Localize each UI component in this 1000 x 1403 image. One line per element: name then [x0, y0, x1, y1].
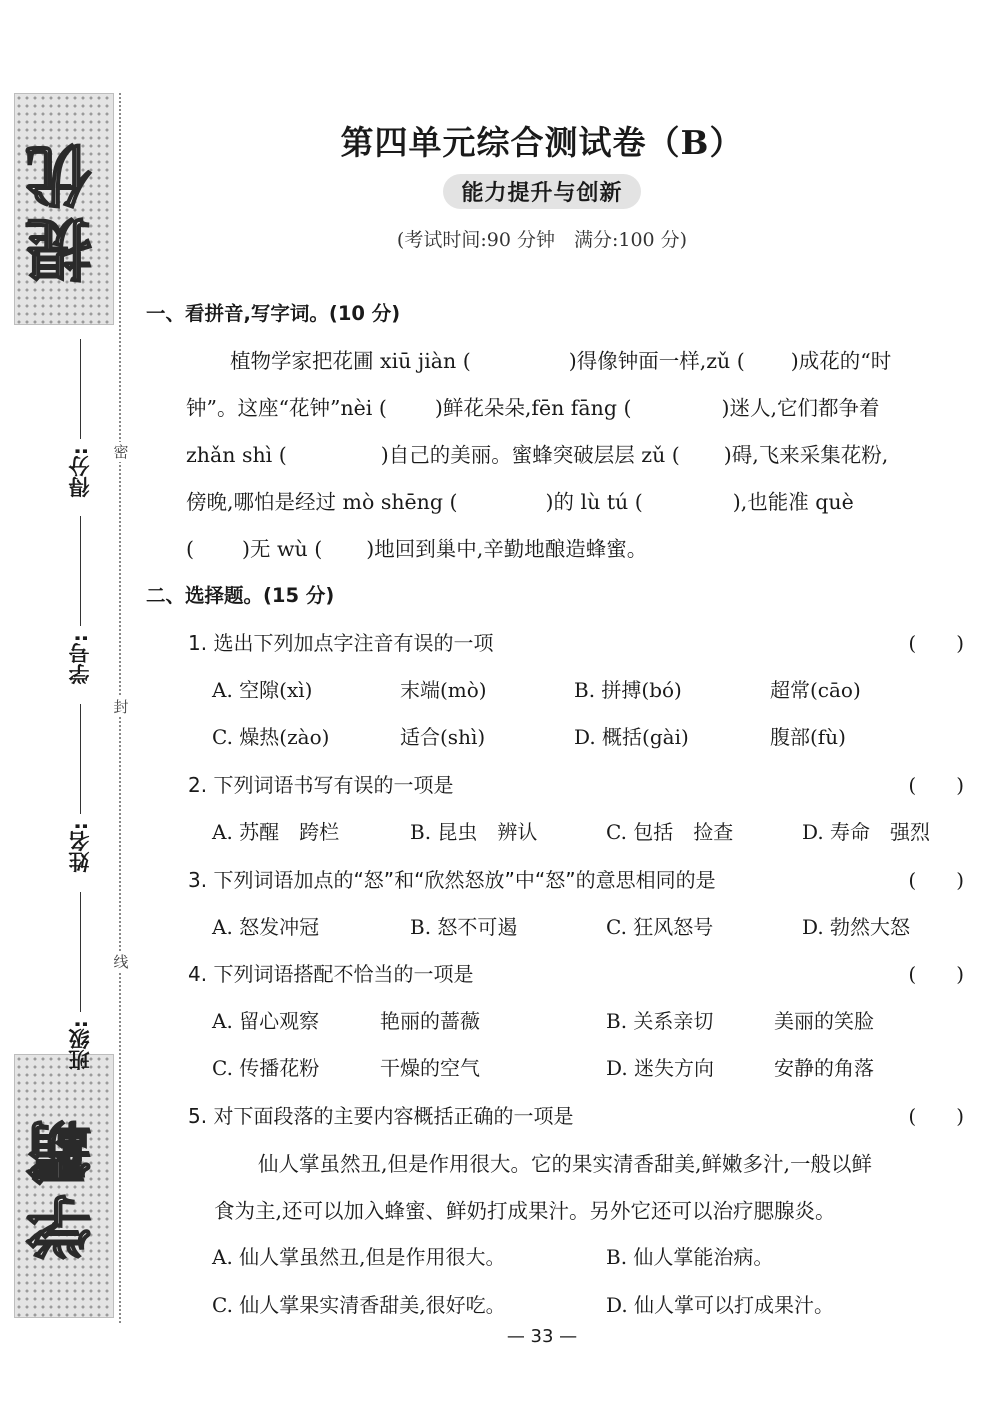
q5-answer-box[interactable]: ( ) — [908, 1104, 964, 1128]
q1-option-c2: 适合(shì) — [400, 725, 486, 749]
name-label: 姓名: — [68, 822, 92, 873]
side-banner-top-text: 提优 — [25, 135, 103, 283]
seal-feng: 封 — [113, 698, 129, 716]
score-underline[interactable] — [80, 339, 81, 439]
s1-line1 — [230, 344, 891, 374]
q1-text: 1. 选出下列加点字注音有误的一项 — [188, 631, 494, 655]
section1-heading: 一、看拼音,写字词。(10 分) — [146, 302, 401, 325]
side-banner-bottom — [14, 1054, 114, 1318]
s1-l4-b: )的 lù tú ( — [545, 490, 643, 514]
q2-option-a[interactable]: A. 苏醒 跨栏 — [212, 820, 340, 844]
s1-l1-c: )成花的“时 — [790, 349, 892, 373]
page-number: — 33 — — [506, 1326, 578, 1347]
seal-xian: 线 — [113, 953, 129, 971]
student-number-underline[interactable] — [80, 516, 81, 626]
q2-answer-box[interactable]: ( ) — [908, 773, 964, 797]
q5-option-d[interactable]: D. 仙人掌可以打成果汁。 — [606, 1293, 835, 1317]
q1-answer-box[interactable]: ( ) — [908, 631, 964, 655]
q3-option-d[interactable]: D. 勃然大怒 — [802, 915, 911, 939]
seal-mi: 密 — [113, 443, 129, 461]
section2-heading: 二、选择题。(15 分) — [146, 584, 335, 607]
q4-option-b1[interactable]: B. 关系亲切 — [606, 1009, 714, 1033]
s1-l4-a: 傍晚,哪怕是经过 mò shēng ( — [186, 490, 458, 514]
subtitle-wrap — [0, 174, 1000, 209]
class-underline[interactable] — [80, 892, 81, 1012]
q2-option-c[interactable]: C. 包括 捡查 — [606, 820, 734, 844]
class-field — [60, 886, 100, 1070]
s1-line5 — [186, 532, 647, 562]
q1-option-d2: 腹部(fù) — [770, 725, 846, 749]
q5-text: 5. 对下面段落的主要内容概括正确的一项是 — [188, 1104, 574, 1128]
page-title: 第四单元综合测试卷（B） — [340, 123, 744, 162]
q2-text: 2. 下列词语书写有误的一项是 — [188, 773, 454, 797]
q1-option-d1[interactable]: D. 概括(gài) — [574, 725, 689, 749]
q4-option-b2: 美丽的笑脸 — [774, 1009, 874, 1033]
q5-option-c[interactable]: C. 仙人掌果实清香甜美,很好吃。 — [212, 1293, 506, 1317]
q3-option-b[interactable]: B. 怒不可遏 — [410, 915, 518, 939]
q1-option-a1[interactable]: A. 空隙(xì) — [212, 678, 313, 702]
s1-line3 — [186, 438, 888, 468]
s1-l1-b: )得像钟面一样,zǔ ( — [568, 349, 745, 373]
q2-option-d[interactable]: D. 寿命 强烈 — [802, 820, 931, 844]
q1-option-b2: 超常(cāo) — [770, 678, 861, 702]
subtitle-badge: 能力提升与创新 — [443, 174, 640, 209]
q4-option-d1[interactable]: D. 迷失方向 — [606, 1056, 715, 1080]
s1-line4 — [186, 485, 854, 515]
s1-l3-b: )自己的美丽。蜜蜂突破层层 zǔ ( — [380, 443, 680, 467]
q3-text: 3. 下列词语加点的“怒”和“欣然怒放”中“怒”的意思相同的是 — [188, 868, 716, 892]
q5-passage-line2: 食为主,还可以加入蜂蜜、鲜奶打成果汁。另外它还可以治疗腮腺炎。 — [214, 1199, 836, 1223]
q3-option-a[interactable]: A. 怒发冲冠 — [212, 915, 320, 939]
class-label: 班级: — [68, 1020, 92, 1071]
q1-option-b1[interactable]: B. 拼搏(bó) — [574, 678, 682, 702]
s1-l2-c: )迷人,它们都争着 — [721, 396, 880, 420]
q3-answer-box[interactable]: ( ) — [908, 868, 964, 892]
q4-answer-box[interactable]: ( ) — [908, 962, 964, 986]
s1-l5-a: ( — [186, 537, 194, 561]
q5-passage-line1: 仙人掌虽然丑,但是作用很大。它的果实清香甜美,鲜嫩多汁,一般以鲜 — [258, 1152, 873, 1176]
q4-option-a2: 艳丽的蔷薇 — [380, 1009, 480, 1033]
q5-option-a[interactable]: A. 仙人掌虽然丑,但是作用很大。 — [212, 1245, 506, 1269]
student-number-label: 学号: — [68, 634, 92, 685]
q2-option-b[interactable]: B. 昆虫 辨认 — [410, 820, 538, 844]
q1-option-c1[interactable]: C. 燥热(zào) — [212, 725, 330, 749]
side-banner-bottom-text: 学霸 — [25, 1112, 103, 1260]
q4-option-a1[interactable]: A. 留心观察 — [212, 1009, 320, 1033]
s1-l2-a: 钟”。这座“花钟”nèi ( — [186, 396, 387, 420]
q1-option-a2: 末端(mò) — [400, 678, 487, 702]
score-label: 得分: — [68, 447, 92, 498]
s1-l3-c: )碍,飞来采集花粉, — [723, 443, 889, 467]
score-field — [60, 333, 100, 497]
s1-l5-c: )地回到巢中,辛勤地酿造蜂蜜。 — [366, 537, 648, 561]
s1-l5-b: )无 wù ( — [242, 537, 323, 561]
s1-l2-b: )鲜花朵朵,fēn fāng ( — [434, 396, 632, 420]
s1-line2 — [186, 391, 879, 421]
s1-l1-a: 植物学家把花圃 xiū jiàn ( — [230, 349, 471, 373]
q5-option-b[interactable]: B. 仙人掌能治病。 — [606, 1245, 774, 1269]
q4-option-c1[interactable]: C. 传播花粉 — [212, 1056, 320, 1080]
s1-l4-c: ),也能准 què — [732, 490, 854, 514]
exam-meta: (考试时间:90 分钟 满分:100 分) — [396, 229, 688, 251]
q4-option-d2: 安静的角落 — [774, 1056, 874, 1080]
name-underline[interactable] — [80, 704, 81, 814]
s1-l3-a: zhǎn shì ( — [186, 443, 287, 467]
name-field — [60, 698, 100, 872]
q4-text: 4. 下列词语搭配不恰当的一项是 — [188, 962, 474, 986]
student-number-field — [60, 510, 100, 684]
q3-option-c[interactable]: C. 狂风怒号 — [606, 915, 714, 939]
q4-option-c2: 干燥的空气 — [380, 1056, 480, 1080]
